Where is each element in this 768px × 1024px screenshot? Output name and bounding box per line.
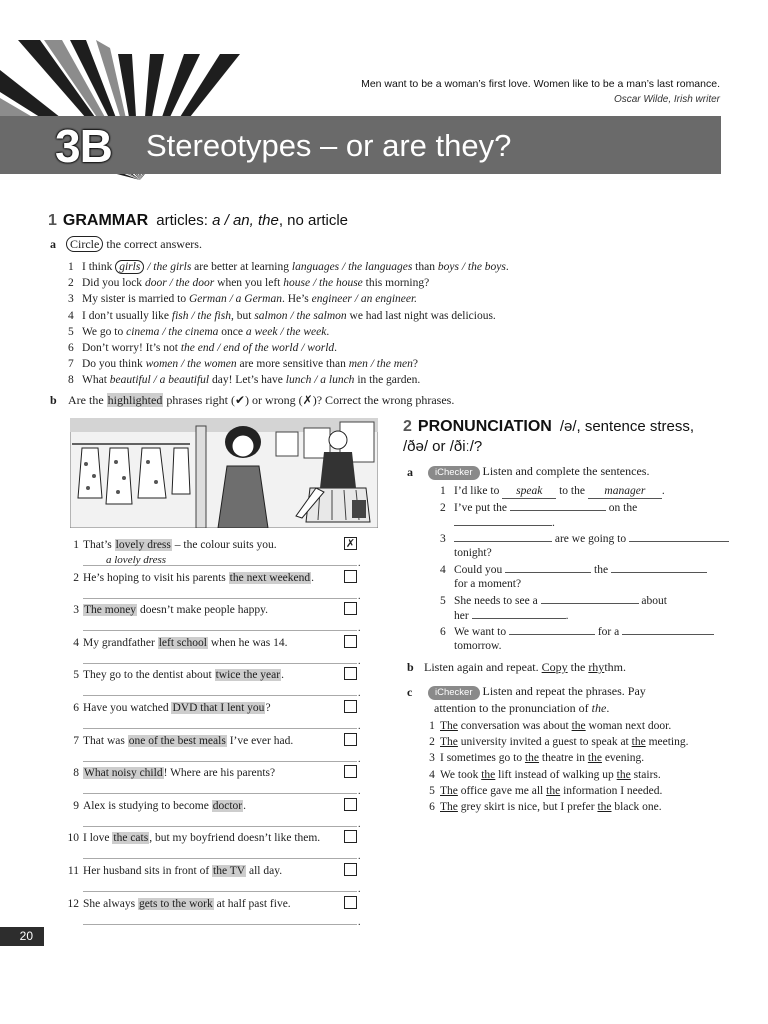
answer-line[interactable] bbox=[83, 630, 357, 631]
answer-line[interactable] bbox=[83, 728, 357, 729]
instruction-italic: the bbox=[591, 701, 607, 715]
option-text[interactable]: cinema / the cinema bbox=[126, 325, 219, 338]
item-sentence bbox=[83, 602, 268, 618]
section-name: GRAMMAR bbox=[62, 212, 149, 229]
answer-gap[interactable] bbox=[629, 531, 729, 542]
item-number: 3 bbox=[73, 604, 79, 617]
list-item bbox=[68, 356, 568, 372]
sentence-text: I love bbox=[83, 832, 113, 845]
list-item bbox=[424, 783, 724, 799]
answer-gap[interactable] bbox=[611, 562, 707, 573]
stressed-word: Copy bbox=[541, 660, 568, 674]
instruction-text: the bbox=[567, 660, 589, 674]
list-item: tomorrow. bbox=[454, 640, 502, 652]
line-period: . bbox=[358, 688, 361, 700]
sentence-text: He’s hoping to visit his parents bbox=[83, 571, 229, 584]
underlined-the: The bbox=[440, 736, 458, 749]
line-period: . bbox=[358, 818, 361, 830]
answer-line[interactable] bbox=[83, 695, 357, 696]
sentence-text: . bbox=[243, 799, 246, 812]
page-number: 20 bbox=[0, 927, 44, 946]
sentence-text: meeting. bbox=[645, 736, 689, 749]
instruction-text: phrases right (✔) or wrong (✗)? Correct the wrong phrases. bbox=[163, 393, 455, 407]
answer-checkbox[interactable] bbox=[344, 896, 357, 909]
sentence-text: at half past five. bbox=[213, 897, 291, 910]
highlighted-phrase: the next weekend bbox=[229, 571, 311, 584]
answer-line[interactable] bbox=[83, 924, 357, 925]
sentence-text: doesn’t make people happy. bbox=[137, 604, 268, 617]
exercise-a-list bbox=[68, 259, 568, 389]
item-number: 8 bbox=[73, 767, 79, 780]
line-period: . bbox=[358, 558, 361, 569]
answer-line[interactable] bbox=[83, 793, 357, 794]
item-number: 12 bbox=[67, 897, 79, 910]
list-item: . bbox=[440, 515, 725, 531]
grammar-heading bbox=[48, 212, 348, 230]
answer-checkbox[interactable] bbox=[344, 602, 357, 615]
item-number: 10 bbox=[67, 832, 79, 845]
sentence-text: . bbox=[311, 571, 315, 584]
sentence-text: office gave me all bbox=[457, 784, 547, 797]
underlined-the: the bbox=[524, 752, 540, 765]
section-number: 1 bbox=[48, 212, 57, 229]
underlined-the: the bbox=[481, 768, 496, 781]
sentence-text: than bbox=[412, 261, 438, 273]
instruction-text: thm. bbox=[604, 660, 626, 674]
option-text[interactable]: lunch / a lunch bbox=[285, 374, 355, 387]
item-number: 3 bbox=[429, 752, 435, 765]
sentence-text: She always bbox=[83, 897, 138, 910]
list-item bbox=[424, 718, 724, 734]
exercise-letter-a: a bbox=[407, 465, 413, 479]
sentence-text: conversation was about bbox=[457, 720, 572, 732]
sentence-text: once bbox=[218, 325, 246, 338]
section-number: 2 bbox=[403, 418, 412, 435]
list-item bbox=[424, 767, 724, 783]
highlighted-phrase: left school bbox=[158, 636, 207, 649]
option-text[interactable]: / the girls bbox=[144, 261, 192, 273]
item-number: 2 bbox=[68, 277, 74, 290]
exercise-letter-c: c bbox=[407, 685, 413, 699]
item-sentence bbox=[83, 667, 284, 683]
sentence-text: ! Where are his parents? bbox=[163, 767, 276, 780]
quote-author: Oscar Wilde, Irish writer bbox=[613, 94, 720, 105]
list-item: 5 She needs to see a about bbox=[440, 595, 667, 607]
answer-line[interactable] bbox=[83, 826, 357, 827]
list-item bbox=[68, 340, 568, 356]
option-text[interactable]: beautiful / a beautiful bbox=[109, 374, 210, 387]
answer-gap[interactable]: manager bbox=[588, 485, 662, 499]
option-text[interactable]: engineer / an engineer. bbox=[311, 293, 418, 306]
sentence-text: ? bbox=[265, 702, 271, 714]
answer-gap[interactable] bbox=[622, 624, 714, 635]
sentence-text: – the colour suits you. bbox=[171, 539, 277, 551]
sentence-text: black one. bbox=[611, 800, 662, 813]
line-period: . bbox=[358, 851, 361, 863]
exercise-item bbox=[62, 830, 362, 863]
list-item: tonight? bbox=[454, 547, 492, 559]
list-item bbox=[424, 734, 724, 750]
item-number: 7 bbox=[68, 358, 74, 371]
highlight-sample: highlighted bbox=[107, 393, 163, 407]
answer-gap[interactable] bbox=[509, 624, 595, 635]
section-subtitle-line2: /ðə/ or /ðiː/? bbox=[403, 438, 483, 455]
answer-checkbox[interactable] bbox=[344, 830, 357, 843]
list-item: 6 We want to for a bbox=[440, 624, 725, 640]
exercise-item bbox=[62, 570, 362, 600]
underlined-the: The bbox=[440, 800, 458, 813]
sentence-text: , but my boyfriend doesn’t like them. bbox=[149, 832, 321, 845]
answer-checkbox[interactable] bbox=[344, 863, 357, 876]
pron-b-instruction bbox=[424, 659, 626, 675]
sentence-text: this morning? bbox=[362, 277, 430, 290]
item-sentence bbox=[83, 700, 271, 716]
pron-c-instruction bbox=[428, 683, 646, 716]
sentence-text: theatre in bbox=[539, 752, 588, 765]
list-item: her . bbox=[454, 610, 569, 622]
sentence-text: Do you think bbox=[82, 358, 146, 371]
underlined-the: the bbox=[587, 752, 602, 765]
answer-checkbox[interactable] bbox=[344, 635, 357, 648]
underlined-the: The bbox=[440, 784, 458, 797]
line-period: . bbox=[358, 655, 361, 667]
list-item bbox=[68, 372, 568, 388]
section-subtitle: articles: bbox=[156, 212, 213, 229]
option-text[interactable]: men / the men bbox=[348, 358, 413, 371]
section-subtitle: /ə/, sentence stress, bbox=[559, 418, 695, 435]
quote-text: Men want to be a woman’s first love. Women like to be a man’s last romance. bbox=[361, 78, 720, 90]
exercise-item bbox=[62, 863, 362, 893]
sentence-text: Alex is studying to become bbox=[83, 799, 212, 812]
instruction-text: Listen and repeat the phrases. Pay bbox=[482, 684, 646, 698]
list-item bbox=[424, 799, 724, 815]
sentence-text: are more sensitive than bbox=[236, 358, 349, 371]
answer-line[interactable] bbox=[83, 858, 357, 859]
list-item bbox=[68, 291, 568, 307]
underlined-the: the bbox=[597, 800, 612, 813]
sentence-text: information I needed. bbox=[560, 784, 663, 797]
item-number: 6 bbox=[73, 702, 79, 714]
exercise-b-instruction bbox=[68, 392, 454, 408]
answer-gap[interactable] bbox=[454, 531, 552, 542]
line-period: . bbox=[358, 721, 361, 732]
answer-gap[interactable] bbox=[472, 608, 566, 619]
sentence-text: we had last night was delicious. bbox=[346, 309, 496, 322]
item-number: 11 bbox=[67, 865, 79, 877]
highlighted-phrase: the TV bbox=[213, 865, 246, 877]
item-sentence bbox=[83, 798, 246, 814]
item-sentence bbox=[83, 733, 293, 749]
option-text[interactable]: salmon / the salmon bbox=[254, 309, 347, 322]
highlighted-phrase: twice the year bbox=[215, 669, 281, 682]
exercise-item bbox=[62, 798, 362, 828]
sentence-text: . bbox=[326, 325, 330, 338]
exercise-item bbox=[62, 700, 362, 730]
sentence-text: Have you watched bbox=[83, 702, 172, 714]
sentence-text: lift instead of walking up bbox=[495, 768, 617, 781]
sentence-text: grey skirt is nice, but I prefer bbox=[457, 800, 598, 813]
unit-title: Stereotypes – or are they? bbox=[146, 128, 512, 163]
sentence-text: My sister is married to bbox=[82, 293, 189, 306]
instruction-text: Are the bbox=[68, 393, 107, 407]
sentence-text: They go to the dentist about bbox=[83, 669, 215, 682]
list-item bbox=[68, 259, 568, 275]
answer-checkbox[interactable] bbox=[344, 667, 357, 680]
pron-a-instruction bbox=[428, 463, 649, 480]
sentence-text: I think bbox=[82, 261, 116, 273]
item-number: 5 bbox=[73, 669, 79, 682]
underlined-the: the bbox=[616, 768, 631, 781]
list-item bbox=[68, 308, 568, 324]
sentence-text: I’ve ever had. bbox=[226, 734, 294, 747]
item-number: 7 bbox=[73, 734, 79, 747]
circle-word: Circle bbox=[66, 236, 103, 252]
correction-answer: a lovely dress bbox=[106, 554, 167, 566]
exercise-item bbox=[62, 896, 362, 926]
option-text[interactable]: fish / the fish bbox=[171, 309, 231, 322]
highlighted-phrase: What noisy child bbox=[84, 767, 163, 780]
shop-illustration bbox=[70, 418, 378, 528]
section-name: PRONUNCIATION bbox=[417, 418, 552, 435]
item-number: 1 bbox=[429, 720, 435, 732]
ichecker-badge[interactable]: iChecker bbox=[428, 686, 480, 700]
answer-line[interactable] bbox=[83, 891, 357, 892]
sentence-text: That’s bbox=[83, 539, 115, 551]
item-number: 9 bbox=[73, 799, 79, 812]
highlighted-phrase: the cats bbox=[113, 832, 149, 845]
exercise-letter-b: b bbox=[407, 660, 414, 674]
sentence-text: woman next door. bbox=[585, 720, 672, 732]
sentence-text: We go to bbox=[82, 325, 127, 338]
answer-checkbox[interactable] bbox=[344, 765, 357, 778]
exercise-letter-a: a bbox=[50, 237, 56, 251]
stressed-syllable: rhy bbox=[588, 660, 605, 674]
item-number: 2 bbox=[429, 736, 435, 749]
answer-line[interactable] bbox=[83, 598, 357, 599]
line-period: . bbox=[358, 786, 361, 798]
answer-checkbox[interactable] bbox=[344, 798, 357, 811]
list-item: 4 Could you the bbox=[440, 562, 725, 578]
highlighted-phrase: gets to the work bbox=[138, 897, 213, 910]
item-sentence bbox=[83, 635, 288, 651]
highlighted-phrase: DVD that I lent you bbox=[172, 702, 265, 714]
answer-gap[interactable]: speak bbox=[502, 485, 556, 499]
epigraph bbox=[361, 76, 720, 108]
line-period: . bbox=[358, 884, 361, 895]
sentence-text: . bbox=[505, 261, 509, 273]
exercise-letter-b: b bbox=[50, 393, 57, 407]
exercise-item bbox=[62, 602, 362, 635]
instruction-text: the correct answers. bbox=[103, 237, 202, 251]
exercise-item bbox=[62, 635, 362, 665]
highlighted-phrase: lovely dress bbox=[115, 539, 171, 551]
option-text[interactable]: house / the house bbox=[283, 277, 363, 290]
line-period: . bbox=[358, 916, 361, 928]
option-text[interactable]: a week / the week bbox=[245, 325, 327, 338]
list-item bbox=[68, 275, 568, 291]
answer-checkbox[interactable] bbox=[344, 733, 357, 746]
underlined-the: the bbox=[546, 784, 561, 797]
answer-checkbox[interactable] bbox=[344, 700, 357, 713]
section-subtitle-italic: a / an, the bbox=[212, 212, 279, 229]
sentence-text: in the garden. bbox=[354, 374, 421, 387]
item-number: 4 bbox=[429, 768, 435, 781]
item-number: 2 bbox=[73, 571, 79, 584]
underlined-the: the bbox=[571, 720, 586, 732]
sentence-text: all day. bbox=[246, 865, 283, 877]
circled-answer[interactable]: girls bbox=[115, 260, 144, 274]
sentence-text: ? bbox=[412, 358, 419, 371]
sentence-text: Her husband sits in front of bbox=[83, 865, 213, 877]
option-text[interactable]: the end / end of the world / world bbox=[180, 341, 335, 354]
underlined-the: the bbox=[631, 736, 646, 749]
list-item bbox=[424, 750, 724, 766]
sentence-text: We took bbox=[440, 768, 482, 781]
item-sentence bbox=[83, 765, 275, 781]
item-number: 6 bbox=[429, 800, 435, 813]
answer-gap[interactable] bbox=[510, 500, 606, 511]
sentence-text: evening. bbox=[601, 752, 645, 765]
item-number: 8 bbox=[68, 374, 74, 387]
answer-line[interactable] bbox=[83, 663, 357, 664]
option-text[interactable]: women / the women bbox=[145, 358, 237, 371]
exercise-item bbox=[62, 537, 362, 567]
item-number: 6 bbox=[68, 341, 74, 354]
answer-gap[interactable] bbox=[505, 562, 591, 573]
item-number: 5 bbox=[429, 784, 435, 797]
sentence-text: . bbox=[281, 669, 284, 682]
sentence-text: are better at learning bbox=[191, 261, 292, 273]
list-item bbox=[68, 324, 568, 340]
item-number: 3 bbox=[68, 293, 74, 306]
highlighted-phrase: The money bbox=[84, 604, 137, 617]
item-number: 1 bbox=[73, 539, 79, 551]
line-period: . bbox=[358, 590, 361, 602]
sentence-text: . He’s bbox=[281, 293, 312, 306]
sentence-text: Did you lock bbox=[82, 277, 145, 290]
line-period: . bbox=[358, 623, 361, 635]
option-text[interactable]: door / the door bbox=[144, 277, 215, 290]
highlighted-phrase: one of the best meals bbox=[128, 734, 226, 747]
pronunciation-heading bbox=[403, 418, 723, 455]
answer-gap[interactable] bbox=[454, 515, 552, 526]
instruction-text: Listen and complete the sentences. bbox=[482, 464, 650, 478]
sentence-text: I don’t usually like bbox=[82, 309, 172, 322]
exercise-item bbox=[62, 667, 362, 700]
underlined-the: The bbox=[440, 720, 458, 732]
option-text[interactable]: boys / the boys bbox=[437, 261, 506, 273]
list-item: 3 are we going to bbox=[440, 531, 725, 547]
item-number: 5 bbox=[68, 325, 74, 338]
sentence-text: My grandfather bbox=[83, 636, 158, 649]
answer-checkbox[interactable] bbox=[344, 570, 357, 583]
option-text[interactable]: languages / the languages bbox=[291, 261, 413, 273]
item-sentence bbox=[83, 537, 277, 553]
section-subtitle-end: , no article bbox=[278, 212, 349, 229]
list-item: for a moment? bbox=[454, 578, 522, 590]
unit-number: 3B bbox=[55, 120, 112, 172]
sentence-text: when he was 14. bbox=[207, 636, 288, 649]
list-item: 1 I’d like to speak to the manager . bbox=[440, 485, 665, 497]
exercise-item bbox=[62, 765, 362, 798]
line-period: . bbox=[358, 753, 361, 765]
sentence-text: university invited a guest to speak at bbox=[457, 736, 632, 749]
option-text[interactable]: German / a German bbox=[189, 293, 282, 306]
item-sentence bbox=[83, 570, 314, 586]
sentence-text: stairs. bbox=[630, 768, 661, 781]
answer-gap[interactable] bbox=[541, 593, 639, 604]
sentence-text: when you left bbox=[214, 277, 284, 290]
exercise-a-instruction bbox=[66, 236, 202, 252]
exercise-item bbox=[62, 733, 362, 763]
pron-c-list bbox=[424, 718, 724, 815]
item-sentence bbox=[83, 830, 320, 846]
sentence-text: I sometimes go to bbox=[440, 752, 525, 765]
sentence-text: What bbox=[82, 374, 110, 387]
item-sentence bbox=[83, 896, 291, 912]
sentence-text: That was bbox=[83, 734, 128, 747]
sentence-text: day! Let’s have bbox=[209, 374, 286, 387]
instruction-text: Listen again and repeat. bbox=[424, 660, 542, 674]
list-item: 2 I’ve put the on the bbox=[440, 502, 638, 514]
highlighted-phrase: doctor bbox=[212, 799, 243, 812]
item-number: 4 bbox=[73, 636, 79, 649]
item-number: 1 bbox=[68, 261, 74, 273]
sentence-text: , but bbox=[230, 309, 255, 322]
item-sentence bbox=[83, 863, 282, 879]
instruction-text: . bbox=[606, 701, 610, 715]
sentence-text: . bbox=[334, 341, 338, 354]
item-number: 4 bbox=[68, 309, 74, 322]
ichecker-badge[interactable]: iChecker bbox=[428, 466, 480, 480]
sentence-text: Don’t worry! It’s not bbox=[82, 341, 181, 354]
instruction-text: attention to the pronunciation of bbox=[434, 701, 592, 715]
answer-checkbox[interactable]: ✗ bbox=[345, 537, 356, 550]
answer-line[interactable] bbox=[83, 761, 357, 762]
